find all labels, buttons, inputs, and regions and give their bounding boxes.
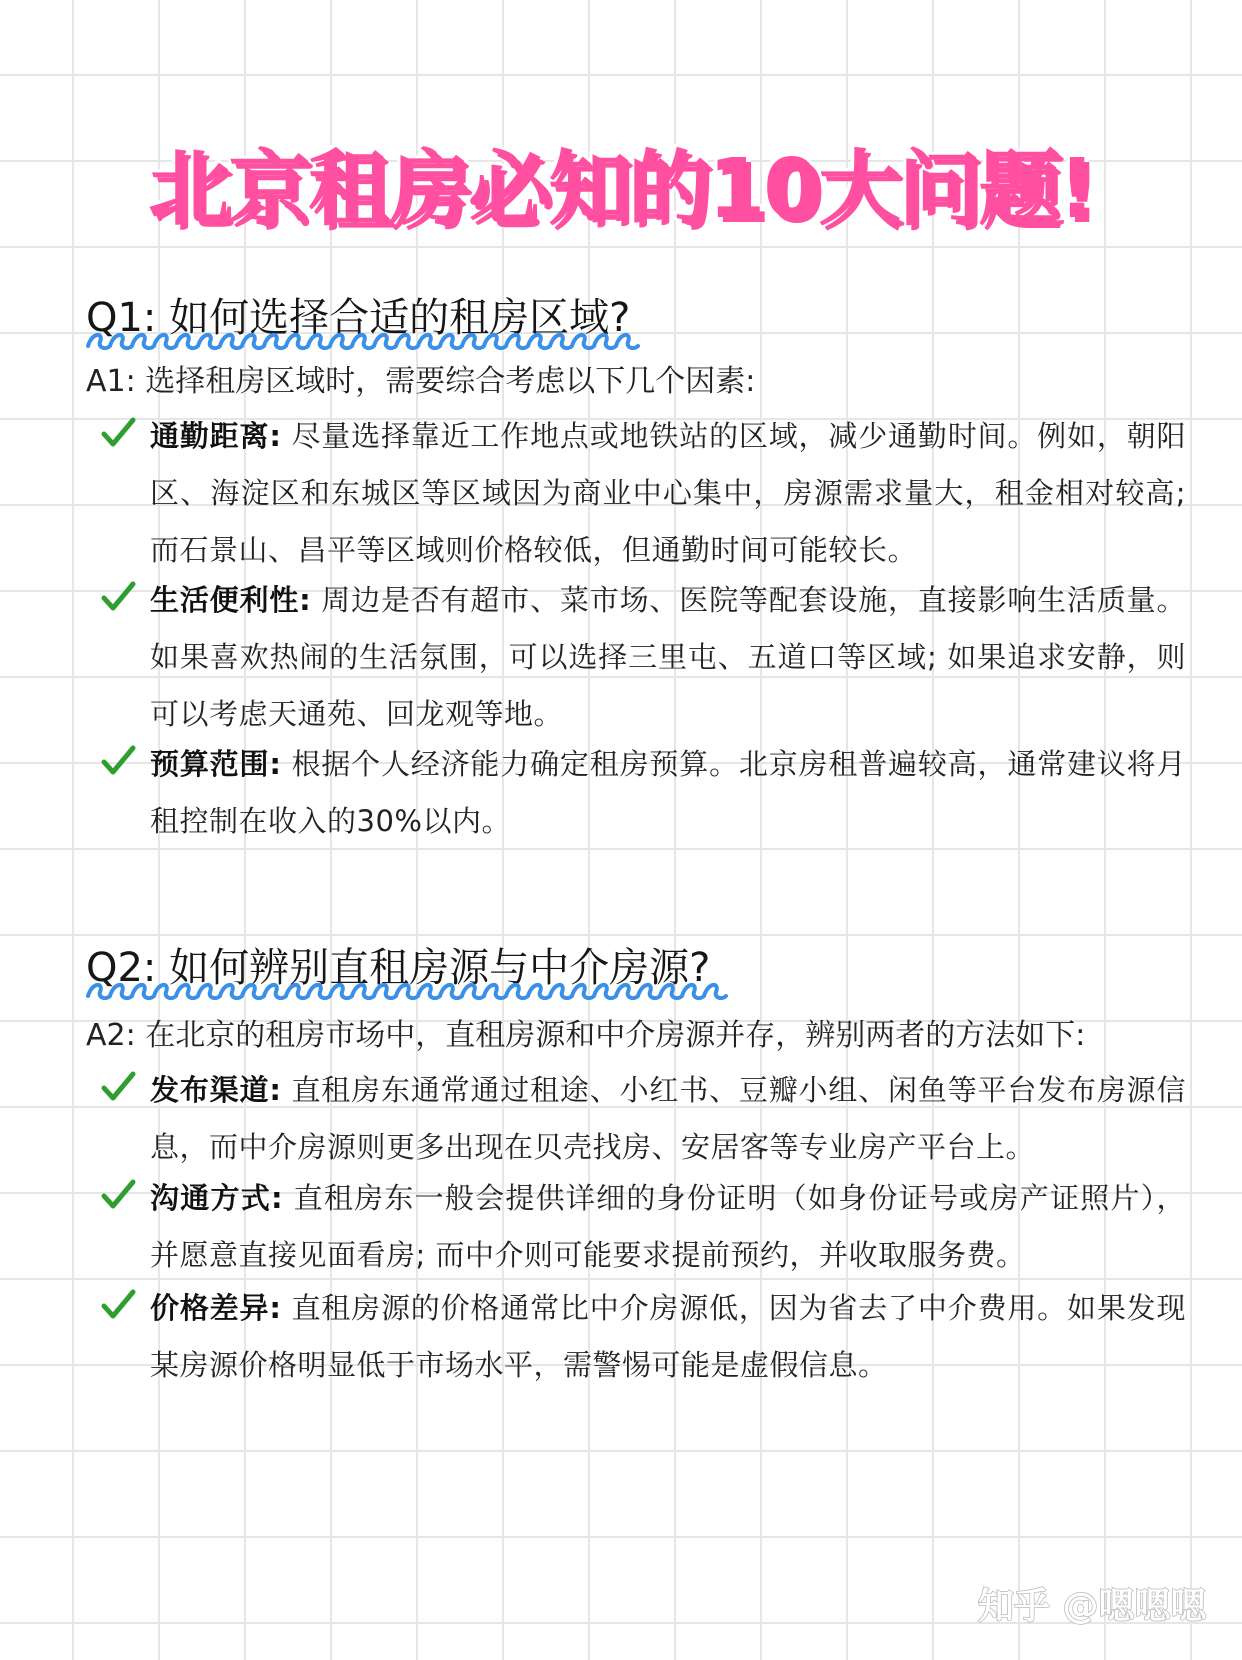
check-icon: [98, 1066, 138, 1106]
check-icon: [98, 412, 138, 452]
item-body: 周边是否有超市、菜市场、医院等配套设施，直接影响生活质量。如果喜欢热闹的生活氛围，可以选择三里屯、五道口等区域; 如果追求安静，则可以考虑天通苑、回龙观等地。: [150, 583, 1186, 731]
check-icon: [98, 1174, 138, 1214]
wave-underline-path: [88, 985, 726, 998]
wave-underline-2: [86, 980, 732, 1002]
watermark: 知乎 @嗯嗯嗯: [978, 1586, 1207, 1627]
item-body: 尽量选择靠近工作地点或地铁站的区域，减少通勤时间。例如，朝阳区、海淀区和东城区等区域因为商业中心集中，房源需求量大，租金相对较高; 而石景山、昌平等区域则价格较低，但通勤时间可能较长。: [150, 419, 1186, 567]
item-body: 直租房东通常通过租途、小红书、豆瓣小组、闲鱼等平台发布房源信息，而中介房源则更多出现在贝壳找房、安居客等专业房产平台上。: [150, 1073, 1186, 1164]
answer-1-intro: A1: 选择租房区域时，需要综合考虑以下几个因素:: [86, 364, 756, 399]
item-label: 预算范围:: [150, 747, 282, 781]
answer-2-intro: A2: 在北京的租房市场中，直租房源和中介房源并存，辨别两者的方法如下:: [86, 1018, 1086, 1053]
check-icon: [98, 740, 138, 780]
question-2-heading: Q2: 如何辨别直租房源与中介房源?: [86, 945, 711, 991]
item-label: 沟通方式:: [150, 1181, 284, 1215]
item-body: 根据个人经济能力确定租房预算。北京房租普遍较高，通常建议将月租控制在收入的30%以内。: [150, 747, 1186, 838]
check-icon: [98, 1284, 138, 1324]
page-title: 北京租房必知的10大问题!: [148, 142, 1094, 237]
wave-underline-1: [86, 330, 646, 352]
item-label: 发布渠道:: [150, 1073, 282, 1107]
item-label: 通勤距离:: [150, 419, 282, 453]
item-body: 直租房源的价格通常比中介房源低，因为省去了中介费用。如果发现某房源价格明显低于市场水平，需警惕可能是虚假信息。: [150, 1291, 1186, 1382]
item-label: 生活便利性:: [150, 583, 312, 617]
wave-underline-path: [88, 335, 638, 348]
item-label: 价格差异:: [150, 1291, 282, 1325]
question-1-heading: Q1: 如何选择合适的租房区域?: [86, 295, 631, 341]
item-body: 直租房东一般会提供详细的身份证明（如身份证号或房产证照片），并愿意直接见面看房; 而中介则可能要求提前预约，并收取服务费。: [150, 1181, 1186, 1272]
check-icon: [98, 576, 138, 616]
